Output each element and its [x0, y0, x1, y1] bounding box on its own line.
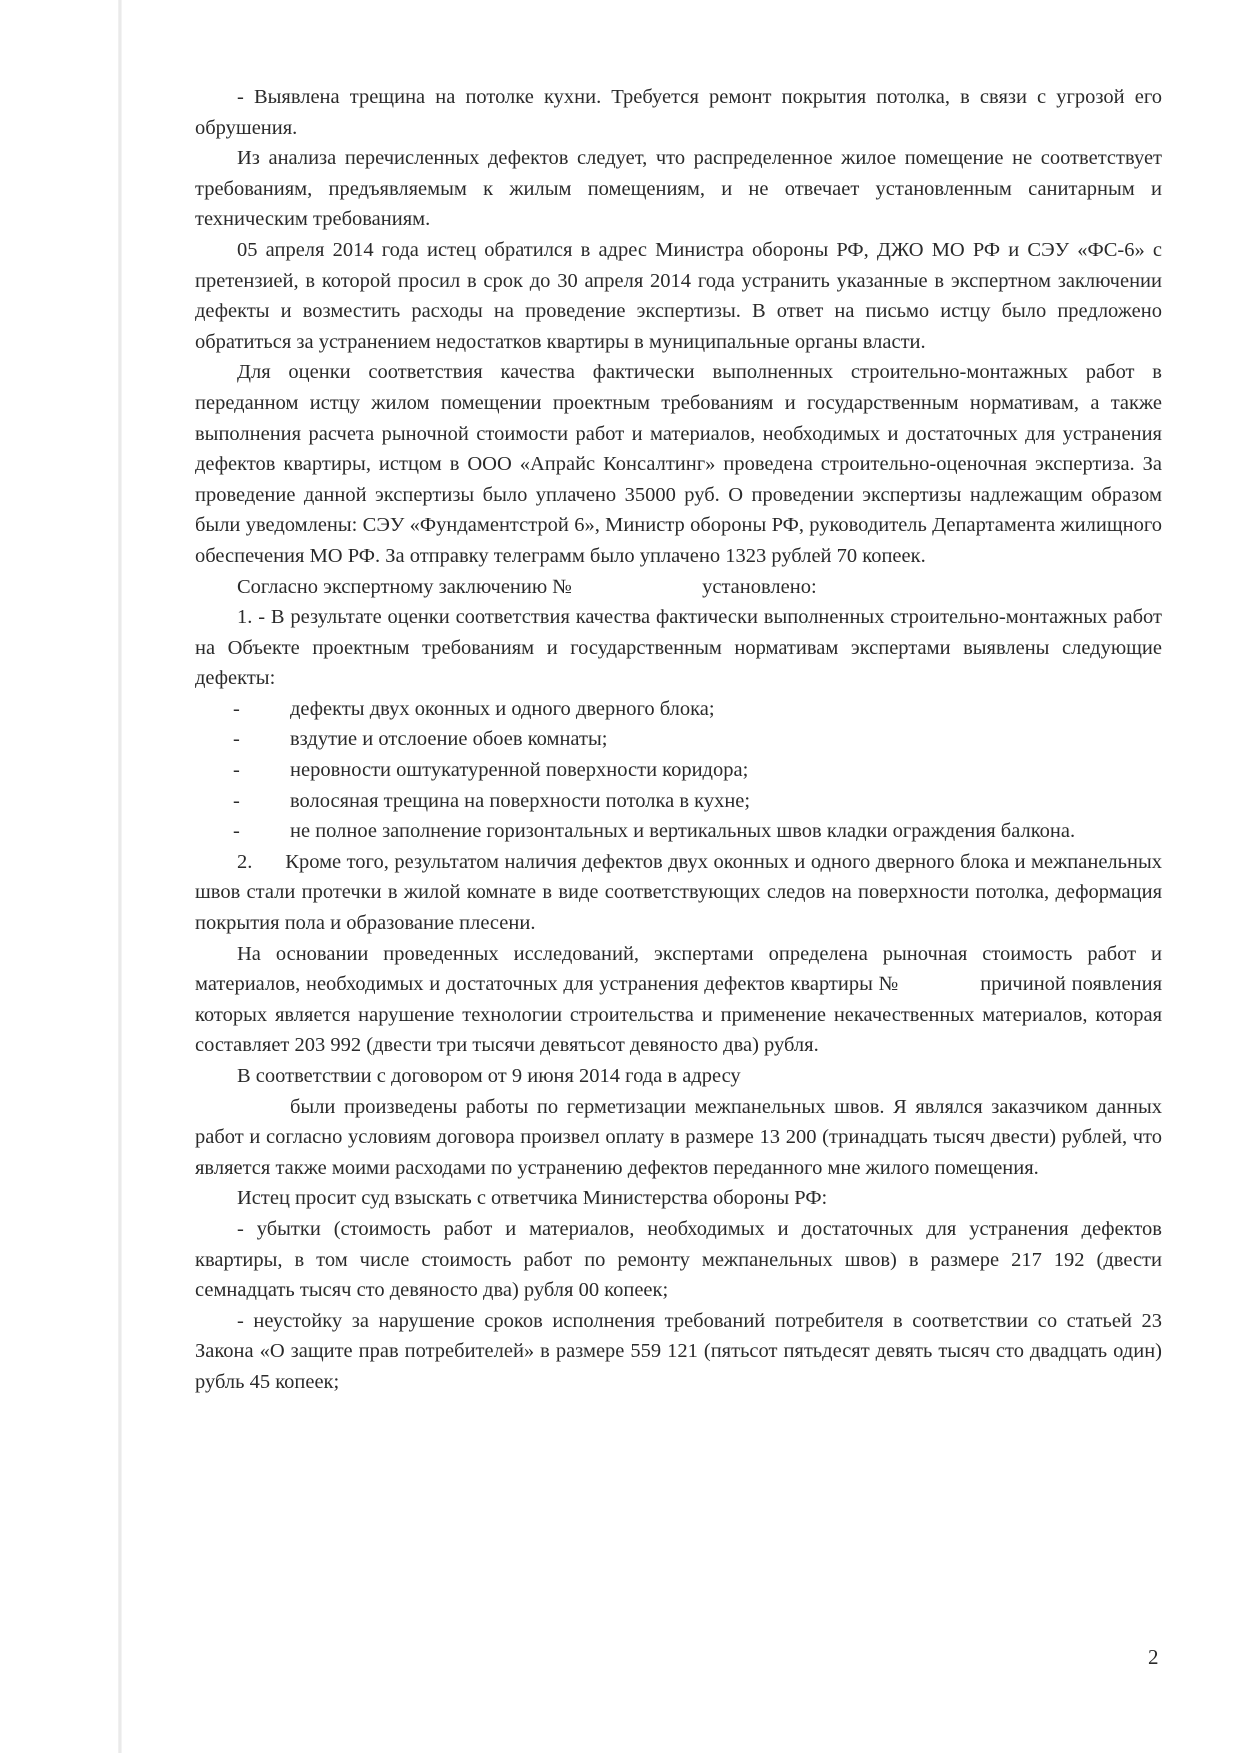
dash-bullet: -	[233, 759, 240, 782]
paragraph-item-2: 2. Кроме того, результатом наличия дефектов двух оконных и одного дверного блока и межпанельных швов стали протечки в жилой комнате в виде соответствующих следов на поверхности потолка, деформация покрытия пола и образование плесени.	[195, 850, 1168, 935]
page-number: 2	[1148, 1645, 1159, 1669]
defect-item	[195, 724, 1162, 755]
redacted-number	[577, 572, 697, 603]
paragraph-contract: В соответствии с договором от 9 июня 2014 года в адресу	[237, 1065, 741, 1087]
paragraph-item-1: 1. - В результате оценки соответствия качества фактически выполненных строительно-монтажных работ на Объекте проектным требованиям и государственным нормативам экспертами выявлены следующие дефекты:	[195, 606, 1162, 690]
paragraph-claim-request: Истец просит суд взыскать с ответчика Министерства обороны РФ:	[237, 1187, 828, 1210]
dash-bullet: -	[233, 789, 240, 812]
defect-item-text: волосяная трещина на поверхности потолка в кухне;	[290, 789, 751, 812]
scan-binding-edge	[118, 0, 122, 1753]
defect-item-text: дефекты двух оконных и одного дверного блока;	[290, 697, 715, 720]
paragraph-market-value	[195, 939, 1162, 1061]
dash-bullet: -	[233, 820, 240, 843]
paragraph-damages: - убытки (стоимость работ и материалов, необходимых и достаточных для устранения дефектов квартиры, в том числе стоимость работ по ремонту межпанельных швов) в размере 217 192 (двести семнадцать тысяч сто девяносто два) рубля 00 копеек;	[195, 1217, 1162, 1302]
expert-conclusion-end: установлено:	[702, 575, 817, 598]
defect-item-text: не полное заполнение горизонтальных и вертикальных швов кладки ограждения балкона.	[290, 820, 1076, 843]
defects-list	[195, 694, 1162, 847]
dash-bullet: -	[233, 728, 240, 751]
paragraph-expert-conclusion	[195, 572, 1162, 603]
paragraph-expertise: Для оценки соответствия качества фактически выполненных строительно-монтажных работ в переданном истцу жилом помещении проектным требованиям и государственным нормативам, а также выполнения расчета рыночной стоимости работ и материалов, необходимых и достаточных для устранения дефектов квартиры, истцом в ООО «Апрайс Консалтинг» проведена строительно-оценочная экспертиза. За проведение данной экспертизы было уплачено 35000 руб. О проведении экспертизы надлежащим образом были уведомлены: СЭУ «Фундаментстрой 6», Министр обороны РФ, руководитель Департамента жилищного обеспечения МО РФ. За отправку телеграмм было уплачено 1323 рублей 70 копеек.	[195, 361, 1162, 567]
paragraph-ceiling-crack: - Выявлена трещина на потолке кухни. Требуется ремонт покрытия потолка, в связи с угрозой его обрушения.	[195, 86, 1162, 139]
paragraph-sealing-works: были произведены работы по герметизации межпанельных швов. Я являлся заказчиком данных работ и согласно условиям договора произвел оплату в размере 13 200 (тринадцать тысяч двести) рублей, что является также моими расходами по устранению дефектов переданного мне жилого помещения.	[195, 1095, 1162, 1179]
defect-item-text: неровности оштукатуренной поверхности коридора;	[290, 759, 749, 782]
paragraph-penalty: - неустойку за нарушение сроков исполнения требований потребителя в соответствии со статьей 23 Закона «О защите прав потребителей» в размере 559 121 (пятьсот пятьдесят девять тысяч сто двадцать один) рубль 45 копеек;	[195, 1309, 1162, 1393]
market-value-end: причиной появления которых является нарушение технологии строительства и применение некачественных материалов, которая составляет 203 992 (двести три тысячи девятьсот девяносто два) рубля.	[195, 973, 1162, 1057]
dash-bullet: -	[233, 697, 240, 720]
defect-item	[195, 694, 1162, 725]
defect-item-text: вздутие и отслоение обоев комнаты;	[290, 728, 608, 751]
expert-conclusion-text: Согласно экспертному заключению №	[237, 575, 572, 598]
document-page	[195, 82, 1168, 1398]
market-value-text: На основании проведенных исследований, экспертами определена рыночная стоимость работ и материалов, необходимых и достаточных для устранения дефектов квартиры №	[195, 942, 1162, 996]
defect-item	[195, 786, 1162, 817]
redacted-apartment-number	[905, 969, 975, 1000]
paragraph-defects-analysis: Из анализа перечисленных дефектов следует, что распределенное жилое помещение не соответствует требованиям, предъявляемым к жилым помещениям, и не отвечает установленным санитарным и техническим требованиям.	[195, 147, 1162, 231]
defect-item	[195, 816, 1162, 847]
defect-item	[195, 755, 1162, 786]
paragraph-claim-april: 05 апреля 2014 года истец обратился в адрес Министра обороны РФ, ДЖО МО РФ и СЭУ «ФС-6» с претензией, в которой просил в срок до 30 апреля 2014 года устранить указанные в экспертном заключении дефекты и возместить расходы на проведение экспертизы. В ответ на письмо истцу было предложено обратиться за устранением недостатков квартиры в муниципальные органы власти.	[195, 238, 1162, 353]
